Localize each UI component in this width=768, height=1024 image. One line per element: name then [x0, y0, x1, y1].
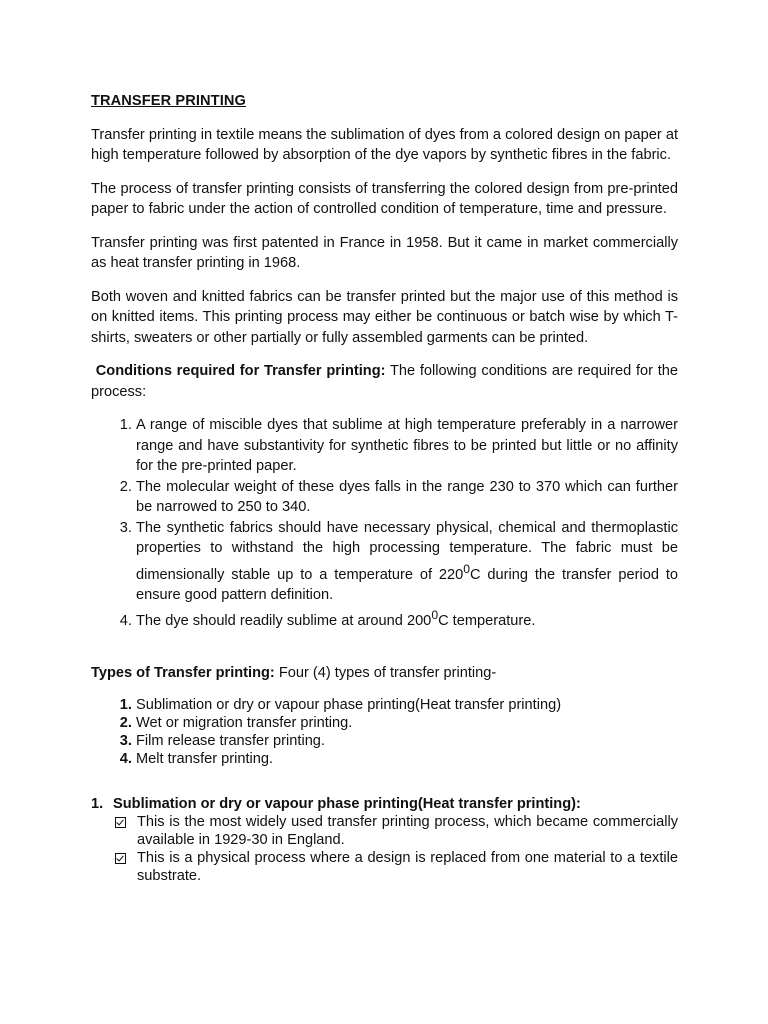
degree-mark: 0	[463, 561, 470, 576]
paragraph-definition: Transfer printing in textile means the sublimation of dyes from a colored design on paper at high temperature followed by absorption of the dye vapors by synthetic fibres in the fabric.	[91, 126, 678, 163]
document-title: TRANSFER PRINTING	[91, 93, 246, 109]
section-1-heading	[91, 795, 678, 813]
section-title: Sublimation or dry or vapour phase printing(Heat transfer printing):	[113, 796, 581, 813]
document-page	[91, 91, 678, 885]
condition-item: 2. The molecular weight of these dyes falls in the range 230 to 370 which can further be narrowed to 250 to 340.	[136, 477, 678, 518]
condition-item: 4. The dye should readily sublime at around $200^0C$ temperature.	[136, 605, 678, 631]
conditions-heading: Conditions required for Transfer printing:	[95, 363, 386, 379]
check-bullet-item: This is the most widely used transfer printing process, which became commercially available in 1929-30 in England.	[115, 813, 678, 849]
conditions-intro-text: The following conditions are required for the process:	[91, 363, 679, 400]
types-intro	[91, 663, 678, 684]
condition-item: 1. A range of miscible dyes that sublime at high temperature preferably in a narrower range and have substantivity for synthetic fibres to be printed but little or no affinity for the pre-printed paper.	[136, 415, 678, 477]
paragraph-fabrics: Both woven and knitted fabrics can be transfer printed but the major use of this method is on knitted items. This printing process may either be continuous or batch wise by which T-shirts, sweaters or other partially or fully assembled garments can be printed.	[91, 288, 678, 346]
section-number: 1.	[91, 796, 104, 813]
type-item: 4. Melt transfer printing.	[136, 750, 678, 768]
types-list	[91, 696, 678, 768]
paragraph-process: The process of transfer printing consists of transferring the colored design from pre-printed paper to fabric under the action of controlled condition of temperature, time and pressure.	[91, 180, 678, 217]
conditions-list	[91, 415, 678, 632]
degree-mark: 0	[431, 608, 439, 623]
type-item: 2. Wet or migration transfer printing.	[136, 714, 678, 732]
conditions-intro	[91, 361, 678, 402]
type-item: 3. Film release transfer printing.	[136, 732, 678, 750]
check-bullet-item: This is a physical process where a design is replaced from one material to a textile substrate.	[115, 849, 678, 885]
condition-item: 3. The synthetic fabrics should have necessary physical, chemical and thermoplastic properties to withstand the high processing temperature. The fabric must be dimensionally stable up to a temperature of $220^0C$ during the transfer period to ensure good pattern definition.	[136, 518, 678, 606]
checkbox-icon	[115, 817, 126, 828]
types-heading: Types of Transfer printing:	[91, 664, 275, 681]
checkbox-icon	[115, 853, 126, 864]
types-intro-text: Four (4) types of transfer printing-	[278, 664, 497, 681]
paragraph-history: Transfer printing was first patented in France in 1958. But it came in market commercially as heat transfer printing in 1968.	[91, 234, 678, 271]
type-item: 1. Sublimation or dry or vapour phase printing(Heat transfer printing)	[136, 696, 678, 714]
section-1-bullets	[91, 813, 678, 885]
